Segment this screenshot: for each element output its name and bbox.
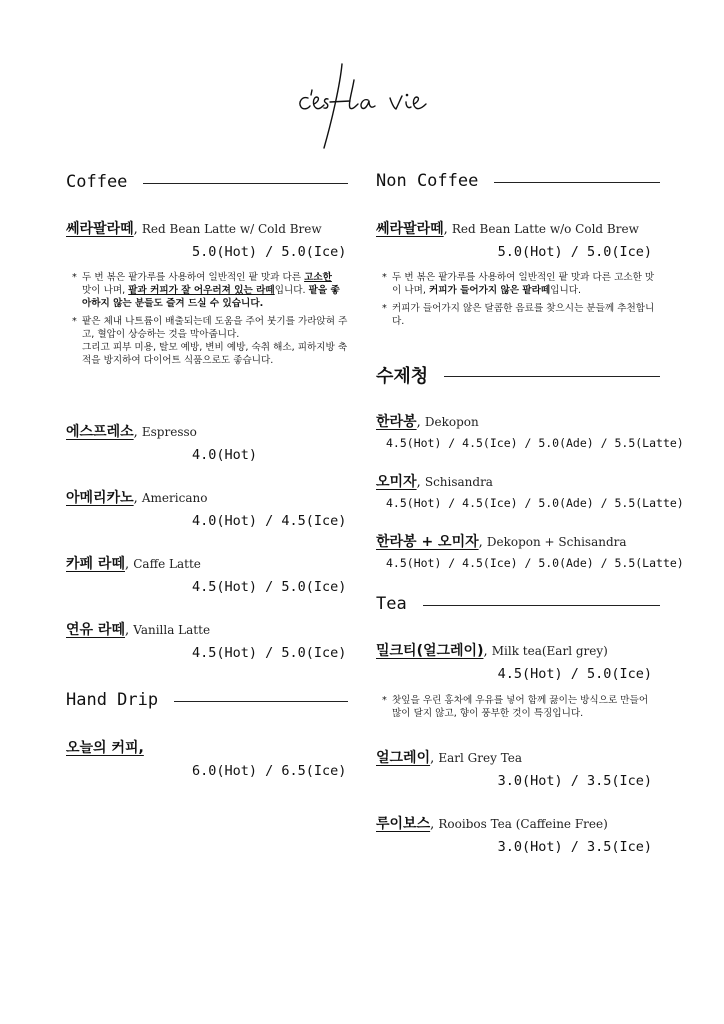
item-price: 3.0(Hot) / 3.5(Ice) [497,773,652,789]
item-price: 4.5(Hot) / 4.5(Ice) / 5.0(Ade) / 5.5(Latte) [386,436,684,450]
menu-item-hallabong-omija: 한라봉 + 오미자, Dekopon + Schisandra 4.5(Hot) / 4.5(Ice) / 5.0(Ade) / 5.5(Latte) [376,534,684,570]
item-price: 4.5(Hot) / 4.5(Ice) / 5.0(Ade) / 5.5(Latte) [386,496,684,510]
item-name-ko: 루이보스 [376,816,431,832]
menu-item-vanilla-latte: 연유 라떼, Vanilla Latte 4.5(Hot) / 5.0(Ice) [66,622,347,661]
coffee-section-header [66,172,348,192]
menu-item-earl-grey: 얼그레이, Earl Grey Tea 3.0(Hot) / 3.5(Ice) [376,747,660,789]
section-divider [423,605,660,606]
item-name-ko: 오미자 [376,474,417,490]
item-name-en: Dekopon + Schisandra [486,535,627,549]
non-coffee-section-header [376,171,660,191]
menu-item-omija: 오미자, Schisandra 4.5(Hot) / 4.5(Ice) / 5.0(Ade) / 5.5(Latte) [376,474,684,510]
item-name-en: Vanilla Latte [133,623,211,637]
item-name-en: Milk tea(Earl grey) [491,644,608,658]
cherra-no-coffee-notes: * 두 번 볶은 팥가루를 사용하여 일반적인 팥 맛과 다른 고소한 맛이 나며, 커피가 들어가지 않은 팥라떼입니다. * 커피가 들어가지 않은 달콤한 음료를 찾으시는 분들께 추천합니다. [382,272,655,327]
menu-item-caffe-latte: 카페 라떼, Caffe Latte 4.5(Hot) / 5.0(Ice) [66,556,347,595]
item-name-ko: 쎄라팔라떼 [376,221,444,237]
item-name-en: Red Bean Latte w/o Cold Brew [451,222,639,236]
item-name-en: Rooibos Tea (Caffeine Free) [438,817,608,831]
item-name-ko: 쎄라팔라떼 [66,221,134,237]
hand-drip-title: Hand Drip [66,690,159,710]
item-name-en: Dekopon [424,415,479,429]
item-name-ko: 카페 라떼 [66,556,125,572]
item-name-ko: 아메리카노 [66,490,134,506]
item-price: 4.5(Hot) / 5.0(Ice) [192,645,347,661]
item-name-en: Espresso [141,425,197,439]
tea-section-header [376,594,660,614]
item-price: 4.5(Hot) / 5.0(Ice) [192,579,347,595]
menu-item-cherra-latte: 쎄라팔라떼, Red Bean Latte w/ Cold Brew 5.0(Hot) / 5.0(Ice) [66,221,347,260]
item-name-ko: 오늘의 커피 [66,740,139,756]
milk-tea-note: * 찻잎을 우린 홍차에 우유를 넣어 함께 끓이는 방식으로 만들어 많이 달지 않고, 향이 풍부한 것이 특징입니다. [382,695,649,719]
section-divider [174,701,348,702]
handmade-syrup-section-header [376,362,660,388]
item-name-en: Caffe Latte [133,557,201,571]
menu-item-milk-tea: 밀크티(얼그레이), Milk tea(Earl grey) 4.5(Hot) / 5.0(Ice) [376,640,660,682]
menu-item-hallabong: 한라봉, Dekopon 4.5(Hot) / 4.5(Ice) / 5.0(Ade) / 5.5(Latte) [376,414,684,450]
cherra-notes: * 두 번 볶은 팥가루를 사용하여 일반적인 팥 맛과 다른 고소한 맛이 나며, 팥과 커피가 잘 어우러져 있는 라떼입니다. 팥을 좋아하지 않는 분들도 즐겨 드실 수 있습니다. * 팥은 체내 나트륨이 배출되는데 도움을 주어 붓기를 가라앉혀 주고, 혈압이 상승하는 것을 막아줍니다. 그리고 피부 미용, 탈모 예방, 변비 예방, 숙취 해소, 피하지방 축적을 방지하여 다이어트 식품으로도 좋습니다. [72,272,348,366]
item-price: 3.0(Hot) / 3.5(Ice) [497,839,652,855]
section-divider [494,182,660,183]
item-name-ko: 연유 라떼 [66,622,125,638]
item-name-en: Earl Grey Tea [438,751,523,765]
item-name-en: Schisandra [424,475,493,489]
section-divider [444,376,660,377]
item-name-ko: 에스프레소 [66,424,134,440]
section-divider [143,183,348,184]
cest-la-vie-logo [290,60,440,150]
item-name-en: Americano [141,491,208,505]
menu-item-espresso: 에스프레소, Espresso 4.0(Hot) [66,421,348,463]
non-coffee-title: Non Coffee [376,171,479,191]
menu-item-cherra-latte-no-coffee: 쎄라팔라떼, Red Bean Latte w/o Cold Brew 5.0(Hot) / 5.0(Ice) [376,218,660,260]
item-name-ko: 한라봉 [376,414,417,430]
coffee-title: Coffee [66,172,128,192]
item-name-en: Red Bean Latte w/ Cold Brew [141,222,322,236]
item-price: 5.0(Hot) / 5.0(Ice) [192,244,347,260]
item-price: 4.5(Hot) / 5.0(Ice) [497,666,652,682]
item-name-ko: 얼그레이 [376,750,431,766]
hand-drip-section-header [66,690,348,710]
menu-item-rooibos: 루이보스, Rooibos Tea (Caffeine Free) 3.0(Hot) / 3.5(Ice) [376,813,660,855]
item-name-ko: 밀크티(얼그레이) [376,643,484,659]
menu-item-americano: 아메리카노, Americano 4.0(Hot) / 4.5(Ice) [66,490,347,529]
menu-item-todays-coffee: 오늘의 커피, 6.0(Hot) / 6.5(Ice) [66,740,347,779]
item-price: 5.0(Hot) / 5.0(Ice) [497,244,652,260]
item-name-ko: 한라봉 + 오미자 [376,534,479,550]
item-price: 4.0(Hot) [192,447,258,463]
item-price: 6.0(Hot) / 6.5(Ice) [192,763,347,779]
item-price: 4.5(Hot) / 4.5(Ice) / 5.0(Ade) / 5.5(Latte) [386,556,684,570]
item-price: 4.0(Hot) / 4.5(Ice) [192,513,347,529]
handmade-syrup-title: 수제청 [376,366,429,387]
tea-title: Tea [376,594,407,614]
